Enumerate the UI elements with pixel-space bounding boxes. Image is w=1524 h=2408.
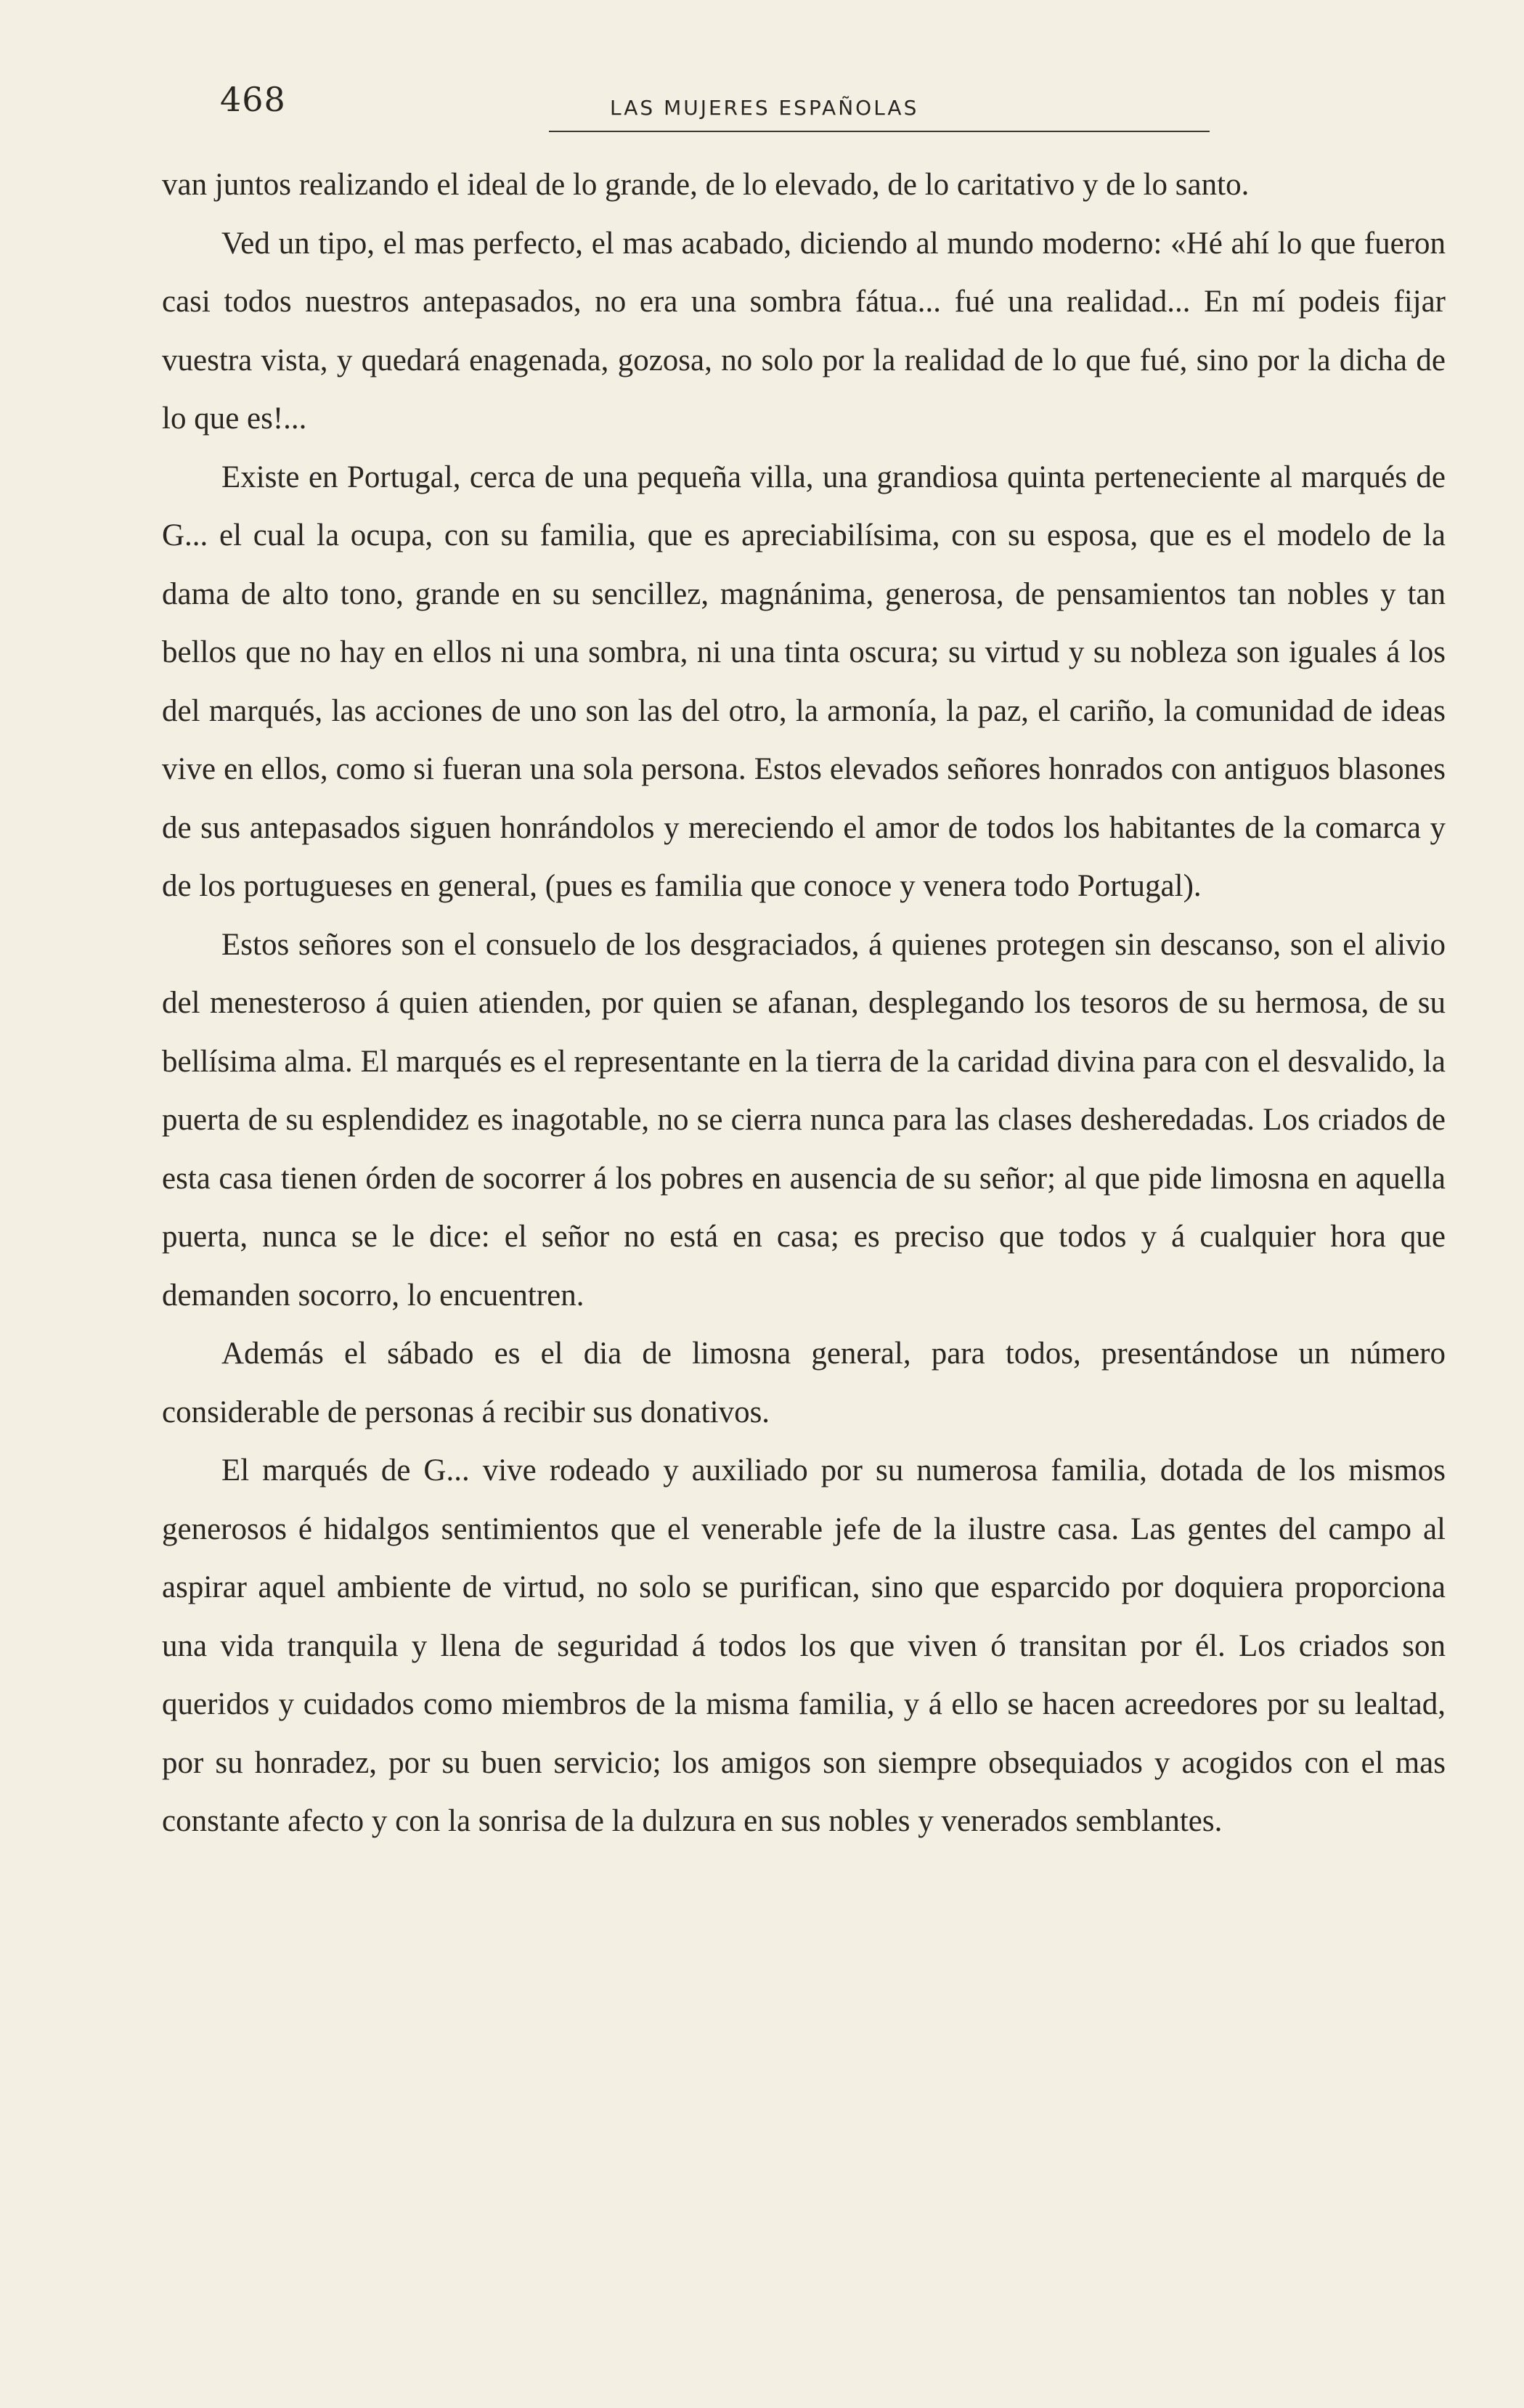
paragraph: El marqués de G... vive rodeado y auxiliado por su numerosa familia, dotada de los mismos generosos é hidalgos sentimientos que el venerable jefe de la ilustre casa. Las gentes del campo al aspirar aquel ambiente de virtud, no solo se purifican, sino que esparcido por doquiera proporciona una vida tranquila y llena de seguridad á todos los que viven ó transitan por él. Los criados son queridos y cuidados como miembros de la misma familia, y á ello se hacen acreedores por su lealtad, por su honradez, por su buen servicio; los amigos son siempre obsequiados y acogidos con el mas constante afecto y con la sonrisa de la dulzura en sus nobles y venerados semblantes. — [162, 1453, 1446, 1838]
page-number: 468 — [220, 80, 286, 119]
paragraph: Ved un tipo, el mas perfecto, el mas acabado, diciendo al mundo moderno: «Hé ahí lo que fueron casi todos nuestros antepasados, no era una sombra fátua... fué una realidad... En mí podeis fijar vuestra vista, y quedará enagenada, gozosa, no solo por la realidad de lo que fué, sino por la dicha de lo que es!... — [162, 226, 1446, 436]
page-header — [162, 80, 1446, 138]
body-text — [162, 156, 1446, 1851]
paragraph-continuation: van juntos realizando el ideal de lo grande, de lo elevado, de lo caritativo y de lo santo. — [162, 168, 1250, 202]
header-rule — [549, 131, 1210, 132]
paragraph: Existe en Portugal, cerca de una pequeña villa, una grandiosa quinta perteneciente al marqués de G... el cual la ocupa, con su familia, que es apreciabilísima, con su esposa, que es el modelo de la dama de alto tono, grande en su sencillez, magnánima, generosa, de pensamientos tan nobles y tan bellos que no hay en ellos ni una sombra, ni una tinta oscura; su virtud y su nobleza son iguales á los del marqués, las acciones de uno son las del otro, la armonía, la paz, el cariño, la comunidad de ideas vive en ellos, como si fueran una sola persona. Estos elevados señores honrados con antiguos blasones de sus antepasados siguen honrándolos y mereciendo el amor de todos los habitantes de la comarca y de los portugueses en general, (pues es familia que conoce y venera todo Portugal). — [162, 460, 1446, 903]
paragraph: Estos señores son el consuelo de los desgraciados, á quienes protegen sin descanso, son el alivio del menesteroso á quien atienden, por quien se afanan, desplegando los tesoros de su hermosa, de su bellísima alma. El marqués es el representante en la tierra de la caridad divina para con el desvalido, la puerta de su esplendidez es inagotable, no se cierra nunca para las clases desheredadas. Los criados de esta casa tienen órden de socorrer á los pobres en ausencia de su señor; al que pide limosna en aquella puerta, nunca se le dice: el señor no está en casa; es preciso que todos y á cualquier hora que demanden socorro, lo encuentren. — [162, 927, 1446, 1313]
paragraph: Además el sábado es el dia de limosna general, para todos, presentándose un número considerable de personas á recibir sus donativos. — [162, 1336, 1446, 1429]
running-title: LAS MUJERES ESPAÑOLAS — [610, 96, 919, 120]
